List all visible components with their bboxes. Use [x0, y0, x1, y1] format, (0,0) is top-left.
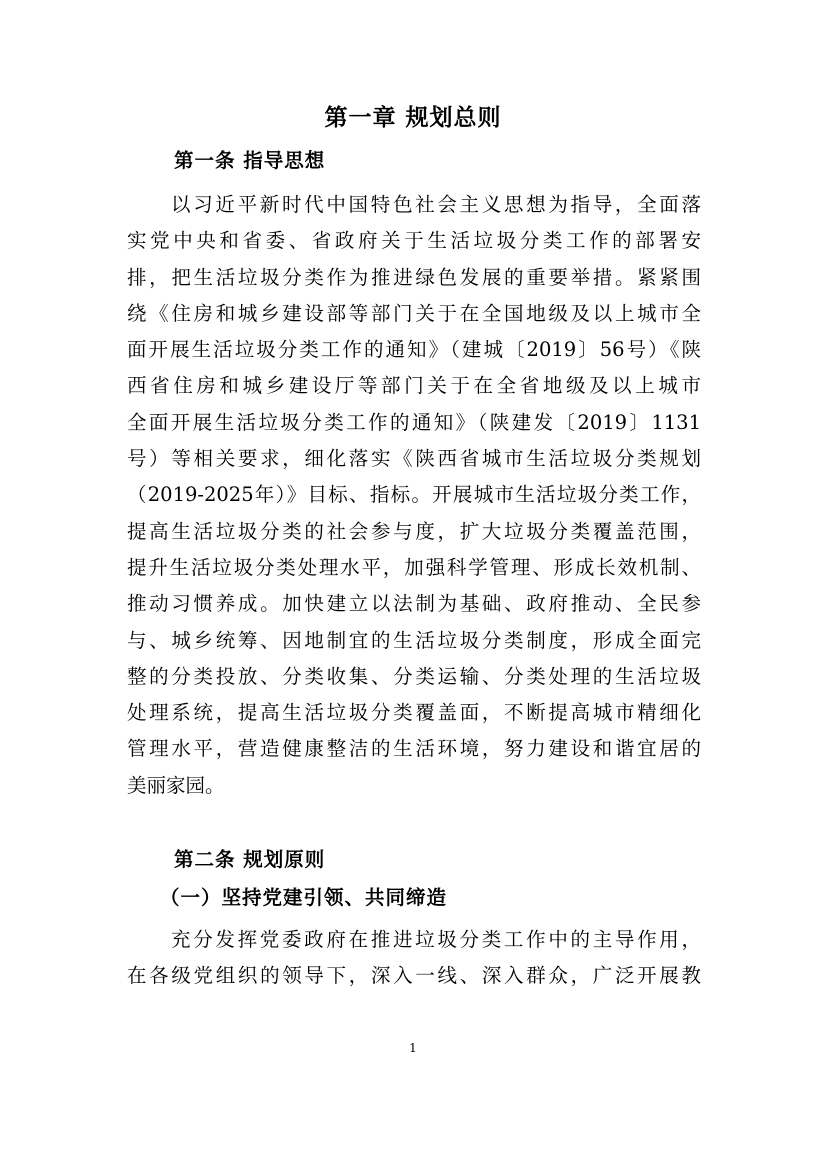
section-1-body — [127, 922, 701, 995]
body-line: 全面开展生活垃圾分类工作的通知》（陕建发〔2019〕1131 — [127, 410, 701, 434]
body-line: 推动习惯养成。加快建立以法制为基础、政府推动、全民参 — [127, 592, 701, 616]
body-line: 管理水平，营造健康整洁的生活环境，努力建设和谐宜居的 — [127, 737, 701, 761]
chapter-title: 第一章 规划总则 — [324, 105, 502, 131]
body-line: 处理系统，提高生活垃圾分类覆盖面，不断提高城市精细化 — [127, 701, 701, 725]
body-line: 提升生活垃圾分类处理水平，加强科学管理、形成长效机制、 — [127, 555, 701, 579]
article-1-heading: 第一条 指导思想 — [174, 149, 326, 172]
article-1-body — [127, 187, 701, 804]
article-2-heading: 第二条 规划原则 — [174, 848, 326, 871]
body-line: 整的分类投放、分类收集、分类运输、分类处理的生活垃圾 — [127, 664, 701, 688]
body-line: 面开展生活垃圾分类工作的通知》（建城〔2019〕56号）《陕 — [127, 338, 701, 362]
body-line: 充分发挥党委政府在推进垃圾分类工作中的主导作用， — [171, 928, 701, 951]
section-1-heading: （一）坚持党建引领、共同缔造 — [160, 886, 448, 909]
body-line: 绕《住房和城乡建设部等部门关于在全国地级及以上城市全 — [127, 301, 701, 325]
body-line: 与、城乡统筹、因地制宜的生活垃圾分类制度，形成全面完 — [127, 628, 701, 652]
body-line: 排，把生活垃圾分类作为推进绿色发展的重要举措。紧紧围 — [127, 265, 701, 289]
body-line: 在各级党组织的领导下，深入一线、深入群众，广泛开展教 — [127, 964, 701, 988]
page-number: 1 — [409, 1041, 417, 1055]
body-line: 提高生活垃圾分类的社会参与度，扩大垃圾分类覆盖范围， — [127, 519, 701, 543]
body-line: 西省住房和城乡建设厅等部门关于在全省地级及以上城市 — [127, 374, 701, 398]
body-line: 以习近平新时代中国特色社会主义思想为指导，全面落 — [171, 193, 701, 216]
body-line: （2019-2025年）》目标、指标。开展城市生活垃圾分类工作， — [127, 483, 701, 507]
body-line: 号）等相关要求，细化落实《陕西省城市生活垃圾分类规划 — [127, 447, 701, 471]
body-line: 实党中央和省委、省政府关于生活垃圾分类工作的部署安 — [127, 229, 701, 253]
body-line: 美丽家园。 — [127, 773, 225, 797]
